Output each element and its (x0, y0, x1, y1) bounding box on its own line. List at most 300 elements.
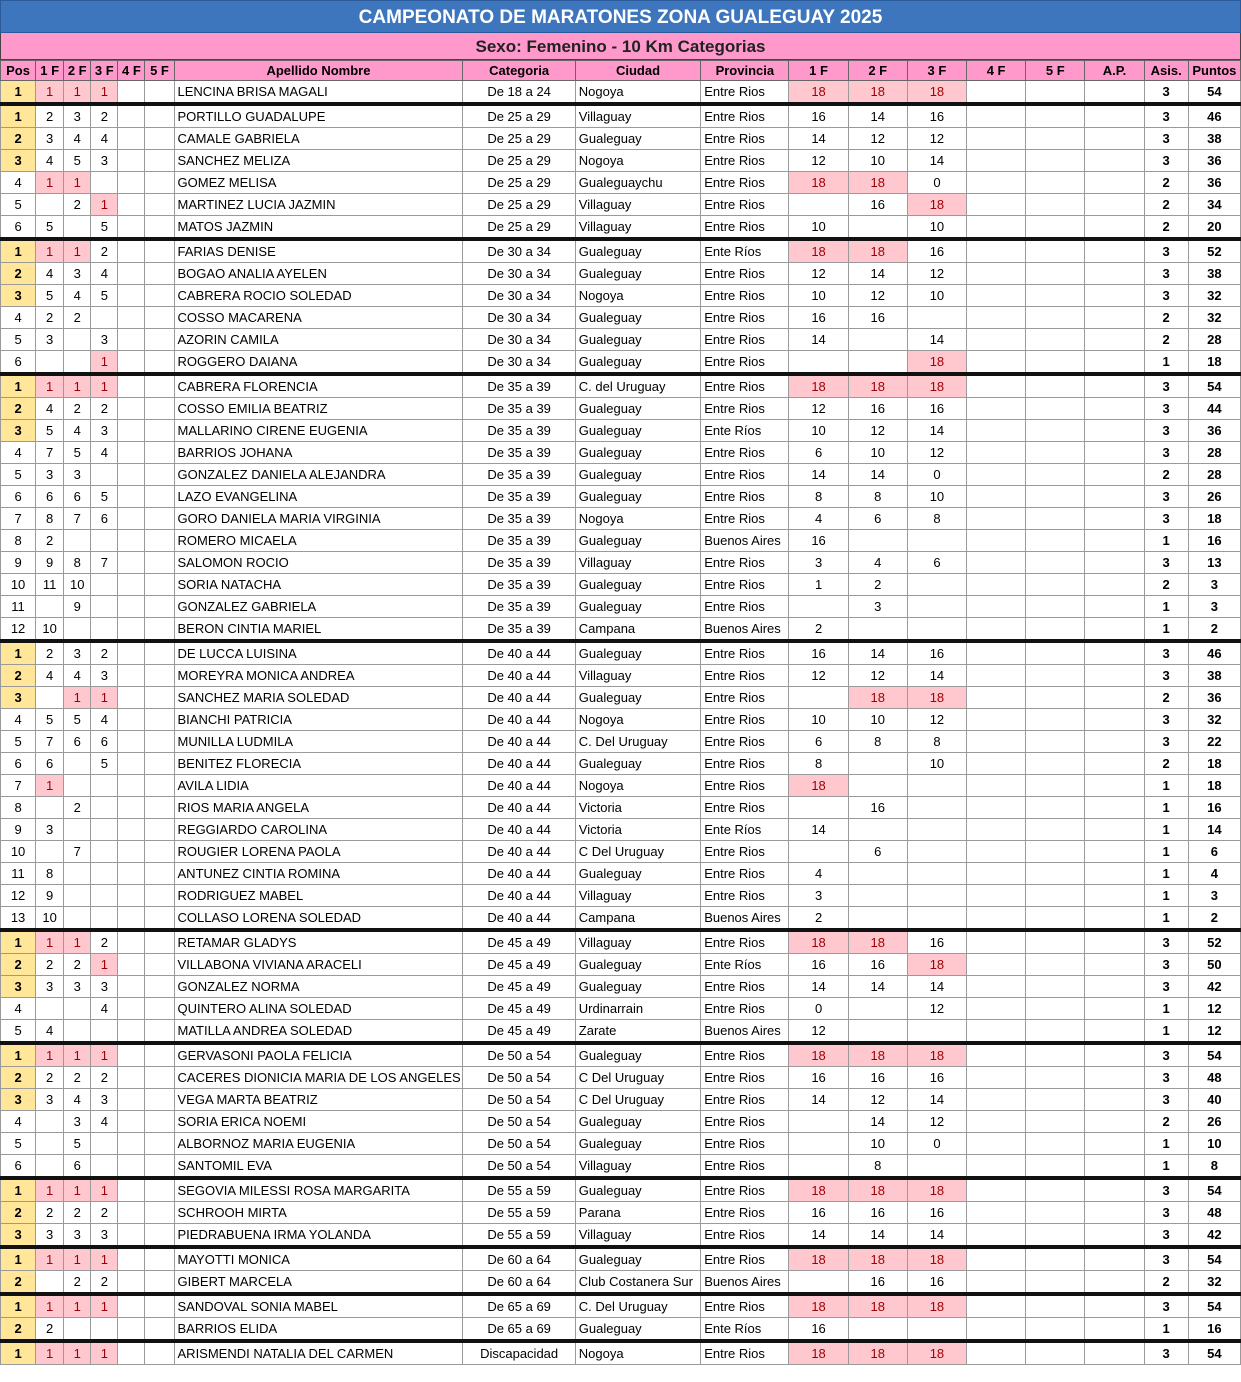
pts4-cell (967, 81, 1026, 105)
pts1-cell: 18 (789, 1178, 848, 1202)
pts1-cell: 12 (789, 1020, 848, 1044)
pos-cell: 12 (1, 618, 36, 642)
fin4-cell (118, 307, 145, 329)
pos-cell: 3 (1, 420, 36, 442)
pts3-cell: 12 (907, 263, 966, 285)
pts5-cell (1026, 687, 1085, 709)
points-cell: 54 (1188, 1178, 1240, 1202)
pts1-cell: 10 (789, 420, 848, 442)
pts3-cell: 16 (907, 398, 966, 420)
pts2-cell: 14 (848, 104, 907, 128)
pts2-cell: 18 (848, 172, 907, 194)
pos-cell: 2 (1, 1318, 36, 1342)
name-cell: RIOS MARIA ANGELA (174, 797, 463, 819)
ap-cell (1085, 552, 1144, 574)
name-cell: COSSO EMILIA BEATRIZ (174, 398, 463, 420)
province-cell: Entre Rios (701, 216, 789, 240)
points-cell: 32 (1188, 307, 1240, 329)
pts1-cell: 14 (789, 1224, 848, 1248)
city-cell: Club Costanera Sur (575, 1271, 700, 1295)
table-row (1, 285, 1241, 307)
pts4-cell (967, 775, 1026, 797)
fin5-cell (145, 1178, 174, 1202)
pts5-cell (1026, 574, 1085, 596)
fin3-cell (91, 1155, 118, 1179)
city-cell: Gualeguay (575, 976, 700, 998)
pts1-cell: 14 (789, 329, 848, 351)
column-header: 4 F (118, 61, 145, 81)
table-row (1, 104, 1241, 128)
province-cell: Entre Rios (701, 841, 789, 863)
points-cell: 8 (1188, 1155, 1240, 1179)
fin4-cell (118, 1067, 145, 1089)
pts4-cell (967, 1202, 1026, 1224)
fin5-cell (145, 863, 174, 885)
city-cell: Gualeguay (575, 1178, 700, 1202)
name-cell: DE LUCCA LUISINA (174, 641, 463, 665)
pts5-cell (1026, 1111, 1085, 1133)
fin3-cell: 4 (91, 709, 118, 731)
fin4-cell (118, 1202, 145, 1224)
pts4-cell (967, 307, 1026, 329)
city-cell: C Del Uruguay (575, 1067, 700, 1089)
name-cell: MATILLA ANDREA SOLEDAD (174, 1020, 463, 1044)
pts1-cell (789, 841, 848, 863)
ap-cell (1085, 1318, 1144, 1342)
attendance-cell: 1 (1144, 998, 1188, 1020)
pts4-cell (967, 998, 1026, 1020)
fin4-cell (118, 687, 145, 709)
fin1-cell: 10 (36, 907, 64, 931)
pts5-cell (1026, 329, 1085, 351)
attendance-cell: 3 (1144, 641, 1188, 665)
fin2-cell: 4 (64, 665, 91, 687)
province-cell: Entre Rios (701, 596, 789, 618)
pts1-cell: 14 (789, 464, 848, 486)
pts3-cell: 18 (907, 194, 966, 216)
province-cell: Entre Rios (701, 172, 789, 194)
pts2-cell: 18 (848, 930, 907, 954)
city-cell: C Del Uruguay (575, 1089, 700, 1111)
fin3-cell: 5 (91, 753, 118, 775)
ap-cell (1085, 1271, 1144, 1295)
ap-cell (1085, 216, 1144, 240)
fin1-cell (36, 351, 64, 375)
city-cell: Gualeguay (575, 442, 700, 464)
fin5-cell (145, 374, 174, 398)
pts2-cell: 16 (848, 1202, 907, 1224)
fin1-cell (36, 1271, 64, 1295)
fin5-cell (145, 1247, 174, 1271)
pts2-cell (848, 216, 907, 240)
pos-cell: 5 (1, 731, 36, 753)
attendance-cell: 3 (1144, 374, 1188, 398)
ap-cell (1085, 464, 1144, 486)
pts2-cell: 14 (848, 976, 907, 998)
category-cell: De 40 a 44 (463, 731, 575, 753)
category-cell: De 55 a 59 (463, 1178, 575, 1202)
pts2-cell: 12 (848, 128, 907, 150)
pts3-cell (907, 863, 966, 885)
fin5-cell (145, 530, 174, 552)
pts3-cell (907, 819, 966, 841)
pts3-cell: 8 (907, 508, 966, 530)
attendance-cell: 2 (1144, 574, 1188, 596)
fin5-cell (145, 1318, 174, 1342)
name-cell: PORTILLO GUADALUPE (174, 104, 463, 128)
table-row (1, 374, 1241, 398)
ap-cell (1085, 1155, 1144, 1179)
fin5-cell (145, 552, 174, 574)
attendance-cell: 1 (1144, 819, 1188, 841)
fin3-cell: 2 (91, 104, 118, 128)
fin2-cell (64, 1020, 91, 1044)
pts5-cell (1026, 1294, 1085, 1318)
ap-cell (1085, 530, 1144, 552)
category-cell: De 40 a 44 (463, 797, 575, 819)
fin5-cell (145, 731, 174, 753)
pts2-cell (848, 351, 907, 375)
name-cell: SANTOMIL EVA (174, 1155, 463, 1179)
pts4-cell (967, 907, 1026, 931)
fin2-cell: 2 (64, 1067, 91, 1089)
category-cell: De 25 a 29 (463, 150, 575, 172)
fin3-cell: 3 (91, 665, 118, 687)
ap-cell (1085, 930, 1144, 954)
pts2-cell: 16 (848, 1067, 907, 1089)
ap-cell (1085, 885, 1144, 907)
pts3-cell (907, 618, 966, 642)
pts2-cell: 6 (848, 508, 907, 530)
pts1-cell: 8 (789, 486, 848, 508)
fin4-cell (118, 1155, 145, 1179)
attendance-cell: 2 (1144, 307, 1188, 329)
fin5-cell (145, 841, 174, 863)
pos-cell: 5 (1, 1133, 36, 1155)
fin3-cell: 2 (91, 930, 118, 954)
pts3-cell: 8 (907, 731, 966, 753)
fin2-cell (64, 885, 91, 907)
pos-cell: 11 (1, 596, 36, 618)
fin4-cell (118, 618, 145, 642)
pts5-cell (1026, 239, 1085, 263)
province-cell: Entre Rios (701, 1133, 789, 1155)
table-row (1, 665, 1241, 687)
attendance-cell: 3 (1144, 1294, 1188, 1318)
fin3-cell: 2 (91, 239, 118, 263)
fin5-cell (145, 753, 174, 775)
category-cell: De 40 a 44 (463, 863, 575, 885)
province-cell: Buenos Aires (701, 1271, 789, 1295)
fin4-cell (118, 216, 145, 240)
pts3-cell: 16 (907, 239, 966, 263)
ap-cell (1085, 104, 1144, 128)
fin2-cell (64, 216, 91, 240)
fin5-cell (145, 442, 174, 464)
category-cell: De 30 a 34 (463, 307, 575, 329)
pts4-cell (967, 1294, 1026, 1318)
province-cell: Entre Rios (701, 150, 789, 172)
pts5-cell (1026, 216, 1085, 240)
pts2-cell (848, 907, 907, 931)
province-cell: Entre Rios (701, 709, 789, 731)
table-row (1, 216, 1241, 240)
pts3-cell: 14 (907, 150, 966, 172)
pts5-cell (1026, 775, 1085, 797)
city-cell: C. del Uruguay (575, 374, 700, 398)
category-cell: De 50 a 54 (463, 1067, 575, 1089)
pts1-cell: 3 (789, 885, 848, 907)
province-cell: Entre Rios (701, 641, 789, 665)
points-cell: 48 (1188, 1202, 1240, 1224)
points-cell: 14 (1188, 819, 1240, 841)
pts4-cell (967, 885, 1026, 907)
attendance-cell: 2 (1144, 687, 1188, 709)
pts4-cell (967, 194, 1026, 216)
pts2-cell (848, 885, 907, 907)
table-row (1, 1111, 1241, 1133)
points-cell: 18 (1188, 351, 1240, 375)
pts1-cell: 4 (789, 508, 848, 530)
fin3-cell: 1 (91, 194, 118, 216)
ap-cell (1085, 1341, 1144, 1365)
province-cell: Entre Rios (701, 1224, 789, 1248)
pts2-cell: 18 (848, 1247, 907, 1271)
name-cell: GORO DANIELA MARIA VIRGINIA (174, 508, 463, 530)
pts4-cell (967, 930, 1026, 954)
city-cell: Gualeguay (575, 1043, 700, 1067)
pts1-cell: 16 (789, 641, 848, 665)
category-cell: De 35 a 39 (463, 552, 575, 574)
pos-cell: 6 (1, 753, 36, 775)
ap-cell (1085, 239, 1144, 263)
province-cell: Entre Rios (701, 731, 789, 753)
points-cell: 36 (1188, 172, 1240, 194)
category-cell: De 45 a 49 (463, 1020, 575, 1044)
table-row (1, 731, 1241, 753)
category-cell: De 60 a 64 (463, 1247, 575, 1271)
fin1-cell (36, 596, 64, 618)
pts1-cell: 18 (789, 1043, 848, 1067)
city-cell: Nogoya (575, 508, 700, 530)
province-cell: Entre Rios (701, 104, 789, 128)
fin1-cell (36, 1133, 64, 1155)
name-cell: RODRIGUEZ MABEL (174, 885, 463, 907)
pts5-cell (1026, 1089, 1085, 1111)
points-cell: 38 (1188, 263, 1240, 285)
category-cell: De 40 a 44 (463, 819, 575, 841)
name-cell: BENITEZ FLORECIA (174, 753, 463, 775)
province-cell: Entre Rios (701, 552, 789, 574)
pts4-cell (967, 618, 1026, 642)
category-cell: De 65 a 69 (463, 1318, 575, 1342)
pts1-cell (789, 1271, 848, 1295)
pts5-cell (1026, 1224, 1085, 1248)
fin2-cell: 2 (64, 1271, 91, 1295)
pos-cell: 5 (1, 329, 36, 351)
fin4-cell (118, 797, 145, 819)
pts3-cell: 0 (907, 1133, 966, 1155)
fin4-cell (118, 374, 145, 398)
pts2-cell: 8 (848, 1155, 907, 1179)
fin1-cell: 4 (36, 263, 64, 285)
table-row (1, 1318, 1241, 1342)
fin3-cell: 2 (91, 1271, 118, 1295)
table-row (1, 753, 1241, 775)
fin3-cell (91, 1318, 118, 1342)
city-cell: C. Del Uruguay (575, 1294, 700, 1318)
fin2-cell: 2 (64, 797, 91, 819)
fin4-cell (118, 329, 145, 351)
pts2-cell: 10 (848, 150, 907, 172)
points-cell: 12 (1188, 1020, 1240, 1044)
fin3-cell: 4 (91, 128, 118, 150)
fin5-cell (145, 797, 174, 819)
pts5-cell (1026, 885, 1085, 907)
pts4-cell (967, 841, 1026, 863)
ap-cell (1085, 775, 1144, 797)
table-row (1, 819, 1241, 841)
fin3-cell: 5 (91, 216, 118, 240)
pts2-cell (848, 819, 907, 841)
attendance-cell: 3 (1144, 1341, 1188, 1365)
table-row (1, 150, 1241, 172)
name-cell: CAMALE GABRIELA (174, 128, 463, 150)
ap-cell (1085, 1043, 1144, 1067)
pts1-cell (789, 351, 848, 375)
category-cell: De 45 a 49 (463, 930, 575, 954)
fin5-cell (145, 954, 174, 976)
points-cell: 52 (1188, 239, 1240, 263)
points-cell: 36 (1188, 150, 1240, 172)
pts5-cell (1026, 976, 1085, 998)
points-cell: 28 (1188, 329, 1240, 351)
pts2-cell: 12 (848, 420, 907, 442)
pts2-cell (848, 1020, 907, 1044)
name-cell: SANCHEZ MARIA SOLEDAD (174, 687, 463, 709)
pts5-cell (1026, 797, 1085, 819)
table-row (1, 574, 1241, 596)
fin5-cell (145, 1294, 174, 1318)
pts5-cell (1026, 1341, 1085, 1365)
attendance-cell: 3 (1144, 104, 1188, 128)
ap-cell (1085, 1111, 1144, 1133)
fin4-cell (118, 641, 145, 665)
pts2-cell: 6 (848, 841, 907, 863)
fin3-cell: 1 (91, 1341, 118, 1365)
pts5-cell (1026, 841, 1085, 863)
pts3-cell: 10 (907, 216, 966, 240)
name-cell: AVILA LIDIA (174, 775, 463, 797)
province-cell: Buenos Aires (701, 1020, 789, 1044)
pts2-cell: 16 (848, 797, 907, 819)
fin2-cell: 1 (64, 374, 91, 398)
pts1-cell: 16 (789, 1318, 848, 1342)
province-cell: Entre Rios (701, 398, 789, 420)
pts3-cell (907, 307, 966, 329)
fin4-cell (118, 1043, 145, 1067)
pts3-cell (907, 530, 966, 552)
fin2-cell (64, 998, 91, 1020)
pts1-cell: 3 (789, 552, 848, 574)
pts4-cell (967, 1089, 1026, 1111)
city-cell: Gualeguay (575, 641, 700, 665)
pos-cell: 2 (1, 1202, 36, 1224)
pts5-cell (1026, 552, 1085, 574)
fin3-cell: 1 (91, 374, 118, 398)
pts2-cell: 16 (848, 1271, 907, 1295)
pts3-cell: 12 (907, 1111, 966, 1133)
category-cell: De 35 a 39 (463, 464, 575, 486)
fin2-cell: 1 (64, 172, 91, 194)
attendance-cell: 1 (1144, 530, 1188, 552)
ap-cell (1085, 307, 1144, 329)
fin5-cell (145, 907, 174, 931)
province-cell: Entre Rios (701, 1247, 789, 1271)
city-cell: C. Del Uruguay (575, 731, 700, 753)
attendance-cell: 2 (1144, 464, 1188, 486)
fin5-cell (145, 104, 174, 128)
attendance-cell: 2 (1144, 172, 1188, 194)
ap-cell (1085, 574, 1144, 596)
city-cell: Campana (575, 907, 700, 931)
table-row (1, 976, 1241, 998)
pts5-cell (1026, 172, 1085, 194)
name-cell: SANCHEZ MELIZA (174, 150, 463, 172)
city-cell: Gualeguay (575, 863, 700, 885)
pts4-cell (967, 1318, 1026, 1342)
ap-cell (1085, 687, 1144, 709)
fin2-cell: 4 (64, 1089, 91, 1111)
pts4-cell (967, 1271, 1026, 1295)
pts1-cell: 10 (789, 285, 848, 307)
fin5-cell (145, 641, 174, 665)
table-row (1, 442, 1241, 464)
pts3-cell (907, 1318, 966, 1342)
fin5-cell (145, 1224, 174, 1248)
pts1-cell: 6 (789, 442, 848, 464)
category-cell: De 40 a 44 (463, 753, 575, 775)
points-cell: 44 (1188, 398, 1240, 420)
table-row (1, 1089, 1241, 1111)
fin4-cell (118, 1247, 145, 1271)
fin4-cell (118, 398, 145, 420)
attendance-cell: 3 (1144, 420, 1188, 442)
pts4-cell (967, 1043, 1026, 1067)
fin5-cell (145, 1341, 174, 1365)
fin4-cell (118, 1089, 145, 1111)
pts3-cell: 18 (907, 1178, 966, 1202)
ap-cell (1085, 797, 1144, 819)
pts1-cell: 10 (789, 216, 848, 240)
fin2-cell (64, 329, 91, 351)
fin5-cell (145, 618, 174, 642)
ap-cell (1085, 596, 1144, 618)
fin2-cell (64, 753, 91, 775)
attendance-cell: 1 (1144, 351, 1188, 375)
pts4-cell (967, 150, 1026, 172)
city-cell: C Del Uruguay (575, 841, 700, 863)
points-cell: 46 (1188, 104, 1240, 128)
city-cell: Campana (575, 618, 700, 642)
fin1-cell: 7 (36, 442, 64, 464)
fin2-cell: 4 (64, 420, 91, 442)
pts5-cell (1026, 709, 1085, 731)
column-header: 5 F (1026, 61, 1085, 81)
category-cell: De 65 a 69 (463, 1294, 575, 1318)
fin2-cell: 3 (64, 1224, 91, 1248)
pts4-cell (967, 753, 1026, 775)
